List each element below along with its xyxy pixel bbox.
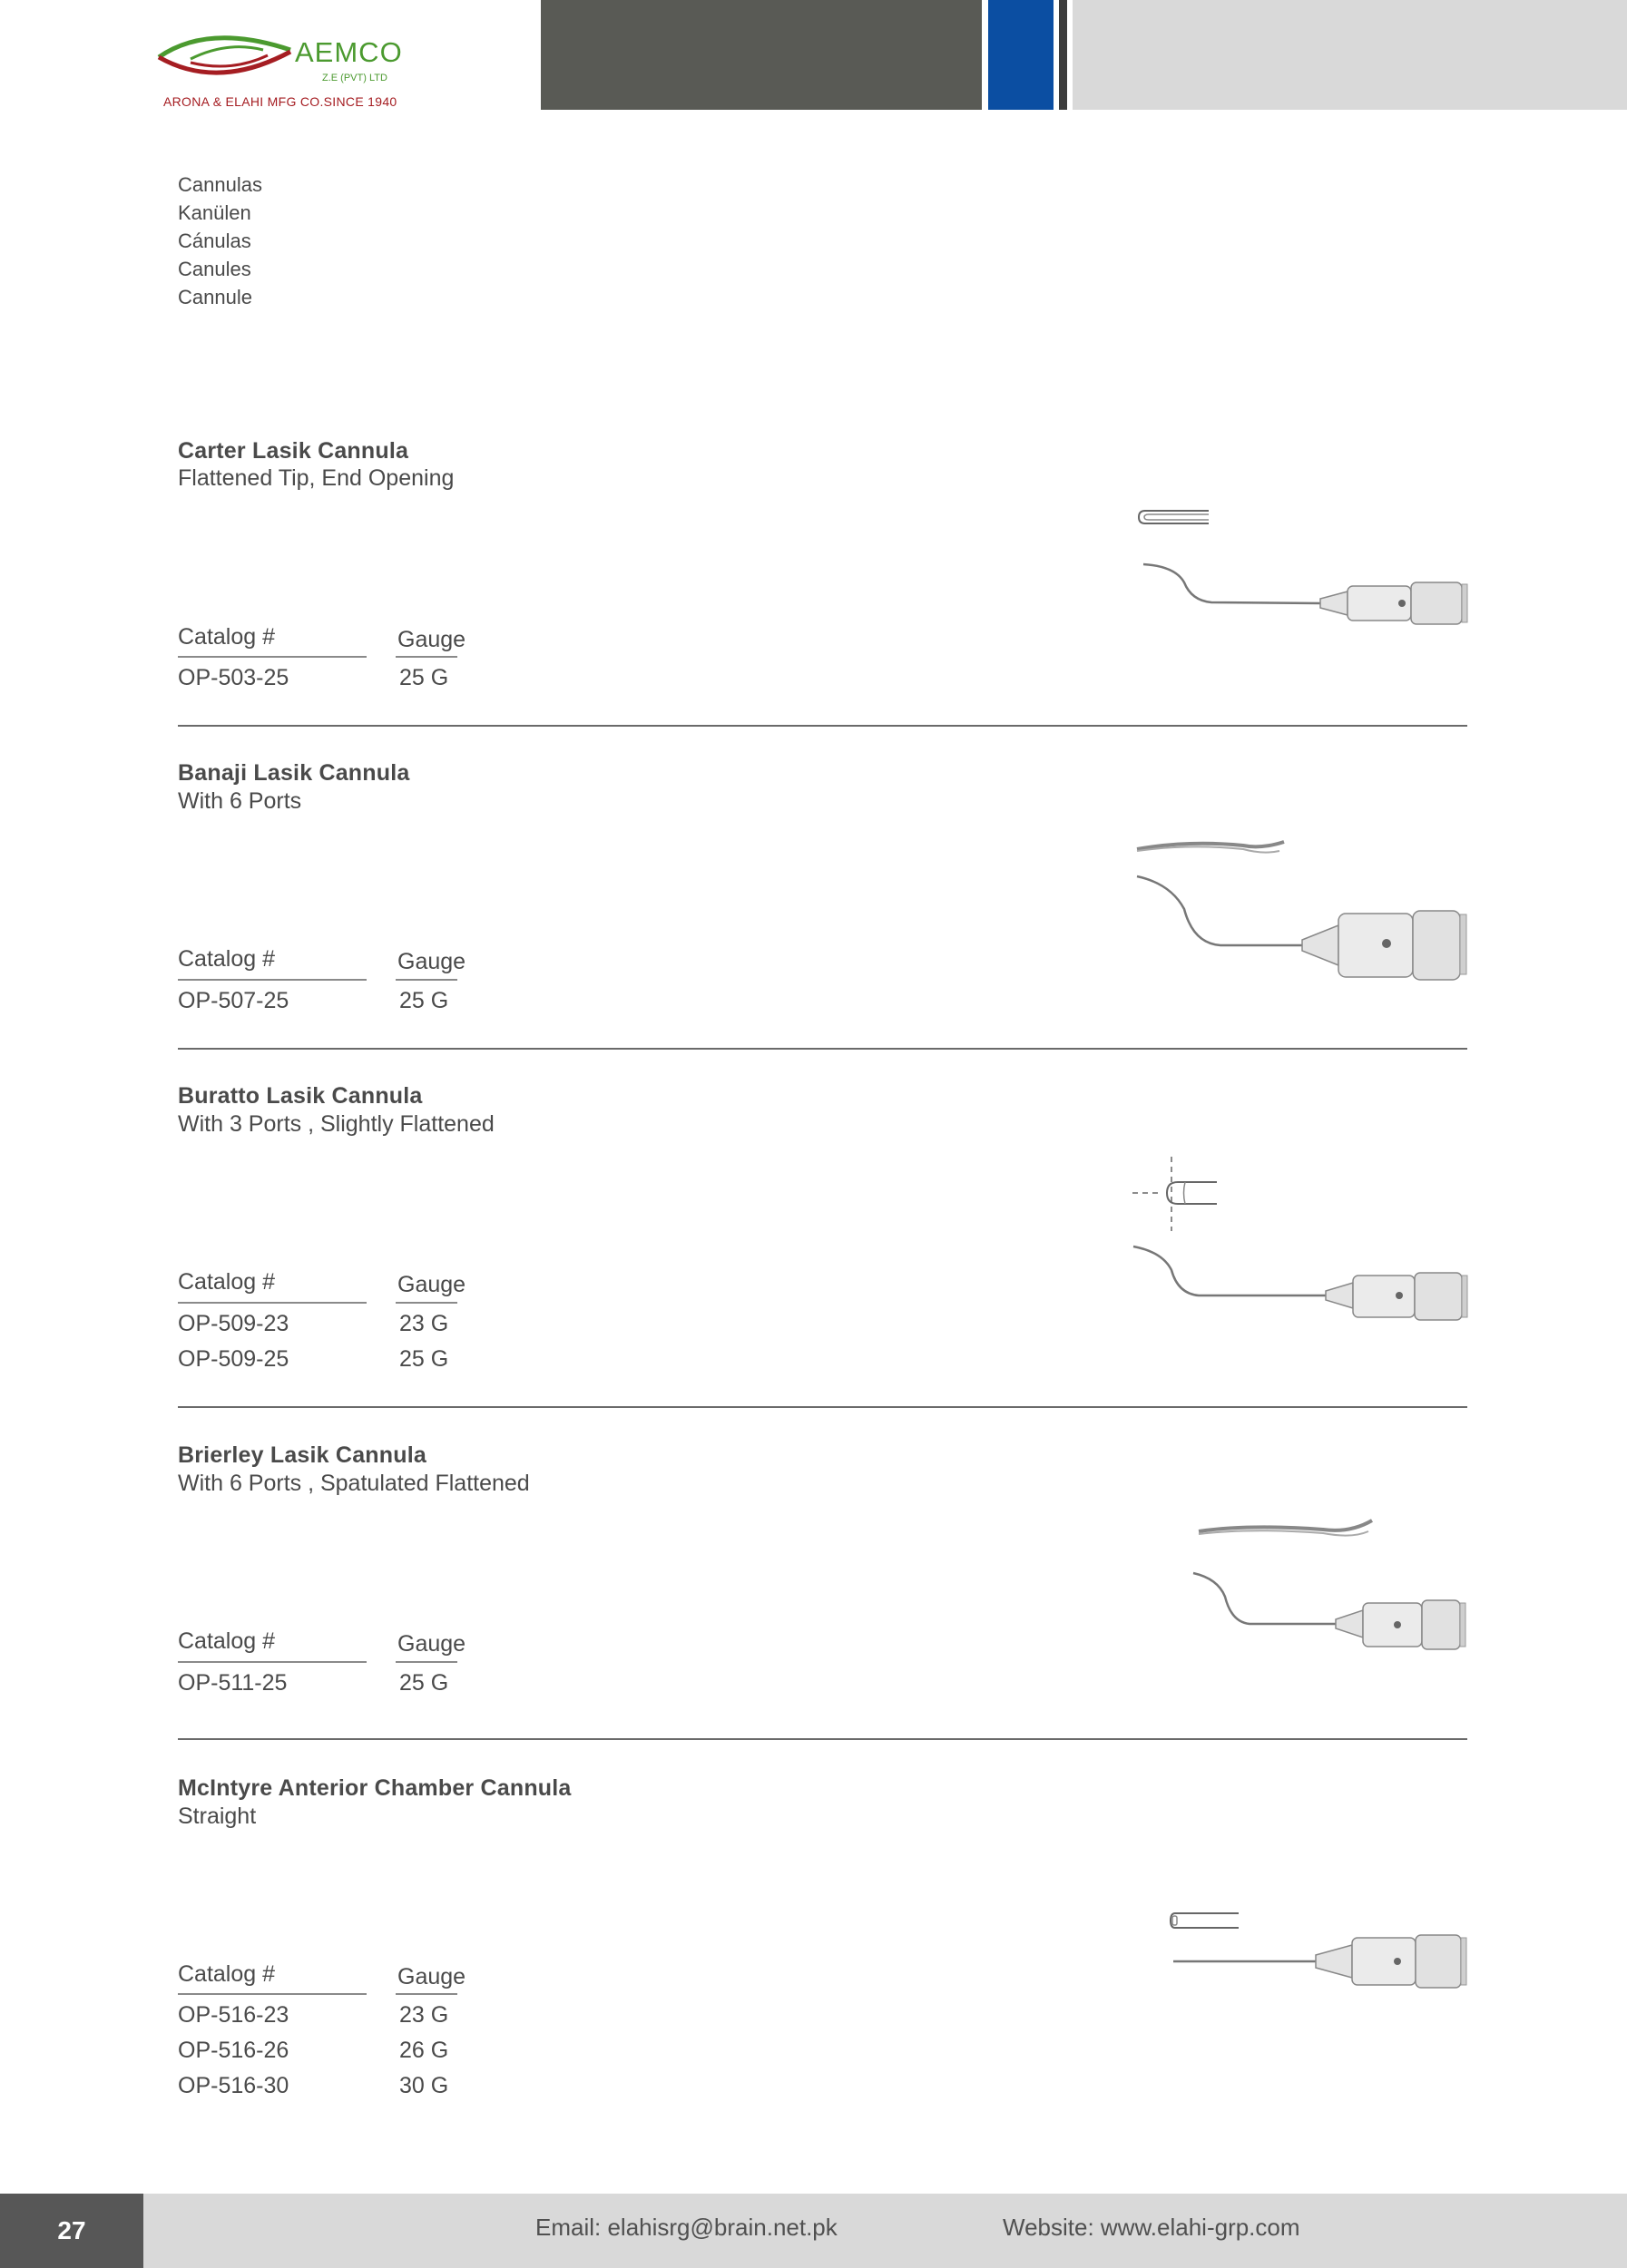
mcintyre-cannula-icon	[1171, 1925, 1470, 1990]
footer-website-link[interactable]: Website: www.elahi-grp.com	[1003, 2214, 1300, 2241]
header-dark-block	[541, 0, 982, 110]
catalog-cell: OP-507-25	[178, 988, 289, 1013]
aemco-logo-icon	[154, 23, 309, 95]
product-title: McIntyre Anterior Chamber Cannula	[178, 1775, 572, 1801]
catalog-header: Catalog #	[178, 1269, 276, 1295]
section-divider	[178, 1738, 1467, 1740]
gauge-header: Gauge	[397, 949, 466, 974]
catalog-underline	[178, 1993, 367, 1995]
intro-item: Kanülen	[178, 201, 251, 224]
product-subtitle: With 6 Ports	[178, 788, 302, 814]
intro-item: Canules	[178, 258, 251, 280]
gauge-header: Gauge	[397, 627, 466, 652]
catalog-header: Catalog #	[178, 946, 276, 972]
gauge-header: Gauge	[397, 1964, 466, 1989]
gauge-cell: 25 G	[399, 988, 449, 1013]
section-divider	[178, 725, 1467, 727]
footer-bar	[143, 2194, 1627, 2268]
footer-email-link[interactable]: Email: elahisrg@brain.net.pk	[535, 2214, 838, 2241]
catalog-header: Catalog #	[178, 1628, 276, 1654]
gauge-cell: 30 G	[399, 2073, 449, 2098]
brierley-tip-detail-icon	[1196, 1515, 1376, 1544]
buratto-tip-detail-icon	[1131, 1155, 1221, 1233]
banaji-tip-detail-icon	[1134, 833, 1289, 860]
gauge-underline	[396, 1661, 457, 1663]
catalog-underline	[178, 656, 367, 658]
brand-tagline: ARONA & ELAHI MFG CO.SINCE 1940	[163, 94, 397, 109]
page-number: 27	[57, 2216, 86, 2244]
gauge-header: Gauge	[397, 1631, 466, 1657]
header-light-block	[1073, 0, 1627, 110]
brand-sub: Z.E (PVT) LTD	[322, 73, 387, 83]
catalog-cell: OP-509-23	[178, 1311, 289, 1336]
intro-item: Cannulas	[178, 173, 262, 196]
catalog-header: Catalog #	[178, 624, 276, 650]
intro-item: Cannule	[178, 286, 252, 308]
catalog-cell: OP-516-23	[178, 2002, 289, 2028]
product-title: Buratto Lasik Cannula	[178, 1083, 423, 1109]
brand-name: AEMCO	[295, 36, 403, 68]
gauge-header: Gauge	[397, 1272, 466, 1297]
banaji-cannula-icon	[1134, 873, 1470, 980]
intro-item: Cánulas	[178, 230, 251, 252]
buratto-cannula-icon	[1131, 1243, 1470, 1325]
catalog-header: Catalog #	[178, 1961, 276, 1987]
product-subtitle: With 6 Ports , Spatulated Flattened	[178, 1471, 530, 1496]
gauge-underline	[396, 1302, 457, 1304]
catalog-cell: OP-516-26	[178, 2038, 289, 2063]
gauge-underline	[396, 979, 457, 981]
catalog-underline	[178, 1661, 367, 1663]
gauge-cell: 23 G	[399, 1311, 449, 1336]
catalog-cell: OP-503-25	[178, 665, 289, 690]
catalog-underline	[178, 1302, 367, 1304]
gauge-underline	[396, 656, 457, 658]
gauge-cell: 25 G	[399, 1670, 449, 1696]
gauge-cell: 25 G	[399, 1346, 449, 1372]
gauge-cell: 23 G	[399, 2002, 449, 2028]
product-subtitle: With 3 Ports , Slightly Flattened	[178, 1111, 495, 1137]
catalog-cell: OP-509-25	[178, 1346, 289, 1372]
brierley-cannula-icon	[1191, 1569, 1470, 1656]
gauge-underline	[396, 1993, 457, 1995]
product-title: Brierley Lasik Cannula	[178, 1442, 426, 1468]
product-title: Carter Lasik Cannula	[178, 438, 409, 464]
product-title: Banaji Lasik Cannula	[178, 760, 410, 786]
catalog-cell: OP-516-30	[178, 2073, 289, 2098]
carter-tip-detail-icon	[1136, 506, 1213, 530]
header-blue-block	[988, 0, 1054, 110]
product-subtitle: Straight	[178, 1804, 257, 1829]
intro-list	[178, 171, 262, 311]
section-divider	[178, 1406, 1467, 1408]
gauge-cell: 26 G	[399, 2038, 449, 2063]
gauge-cell: 25 G	[399, 665, 449, 690]
carter-cannula-icon	[1139, 555, 1470, 632]
catalog-underline	[178, 979, 367, 981]
product-subtitle: Flattened Tip, End Opening	[178, 465, 455, 491]
section-divider	[178, 1048, 1467, 1050]
header-thin-bar	[1059, 0, 1067, 110]
catalog-cell: OP-511-25	[178, 1670, 288, 1696]
